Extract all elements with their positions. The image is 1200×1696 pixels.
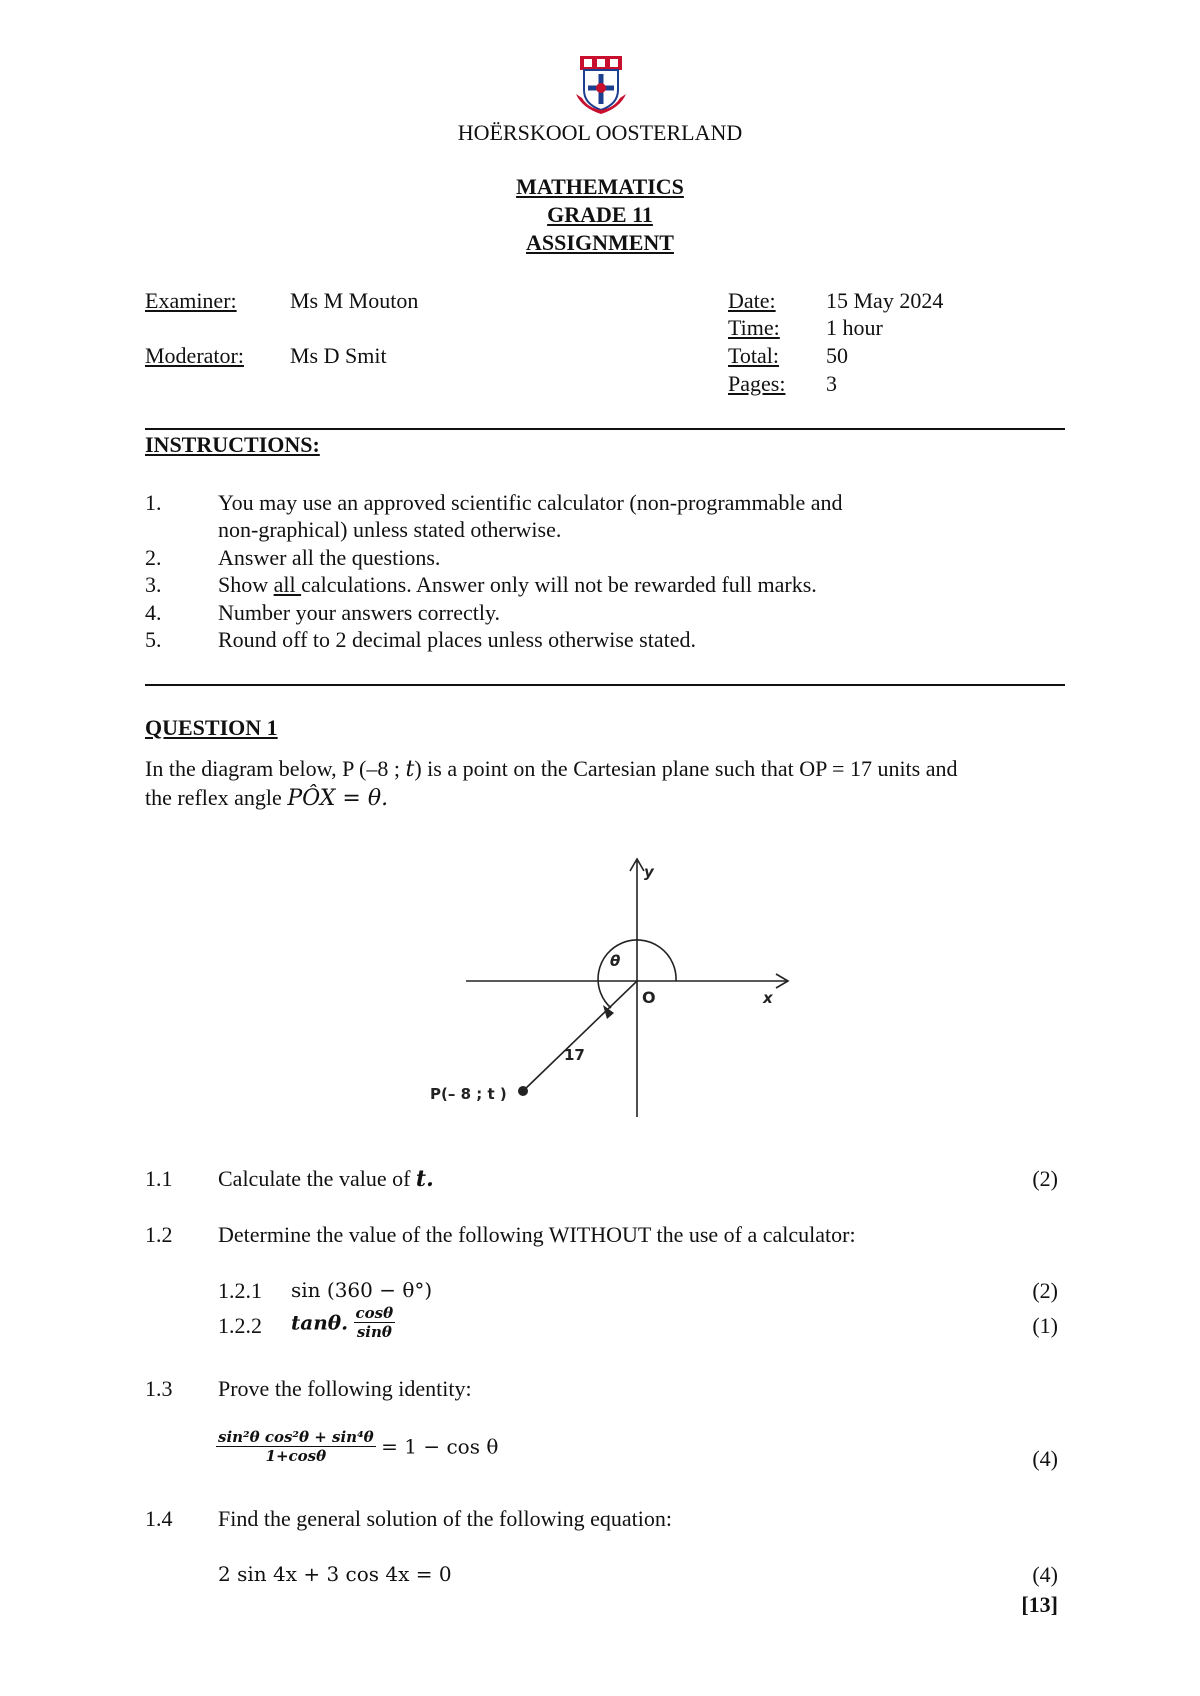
- q1-3-identity: [216, 1428, 498, 1465]
- assignment-heading: [0, 230, 1200, 256]
- intro-line2-text: the reflex angle: [145, 785, 288, 810]
- q1-1-number: 1.1: [145, 1166, 173, 1191]
- grade-title: GRADE 11: [547, 202, 653, 227]
- q1-3-number: 1.3: [145, 1376, 173, 1401]
- divider-top: [145, 428, 1065, 430]
- x-axis-label: x: [763, 989, 773, 1007]
- q1-2-2-fraction: [354, 1304, 396, 1341]
- terminal-arm: [523, 981, 637, 1091]
- date-value: 15 May 2024: [826, 288, 944, 313]
- point-p-label: P(– 8 ; t ): [430, 1085, 507, 1103]
- q1-4-text: Find the general solution of the following equation:: [218, 1506, 672, 1531]
- q1-2-2-marks: (1): [1032, 1313, 1058, 1338]
- q1-2-1-expr: sin (360 − θ°): [291, 1278, 433, 1302]
- y-axis-label: y: [644, 863, 654, 881]
- question-1-title: QUESTION 1: [145, 715, 278, 740]
- subject-heading: [0, 174, 1200, 200]
- q1-2-1-marks: (2): [1032, 1278, 1058, 1303]
- length-label: 17: [564, 1046, 585, 1064]
- instructions-title: INSTRUCTIONS:: [145, 432, 320, 457]
- instruction-3-underlined: all: [273, 572, 302, 597]
- intro-part-a: In the diagram below, P (–8 ;: [145, 756, 406, 781]
- q1-2-2-numerator: cosθ: [355, 1304, 394, 1322]
- intro-t: t: [405, 757, 415, 782]
- time-value: 1 hour: [826, 315, 883, 340]
- pages-label: Pages:: [728, 371, 786, 396]
- grade-heading: [0, 202, 1200, 228]
- divider-bottom: [145, 684, 1065, 686]
- q1-1-text: [218, 1166, 434, 1192]
- instruction-3-num: 3.: [145, 572, 162, 597]
- instruction-1-line1: You may use an approved scientific calculator (non-programmable and: [218, 490, 843, 515]
- q1-3-marks: (4): [1032, 1446, 1058, 1471]
- point-p-dot: [518, 1086, 528, 1096]
- subject-title: MATHEMATICS: [516, 174, 684, 199]
- q1-2-1-number: 1.2.1: [218, 1278, 262, 1303]
- instruction-5-num: 5.: [145, 627, 162, 652]
- instruction-2-num: 2.: [145, 545, 162, 570]
- moderator-label: Moderator:: [145, 343, 244, 368]
- instruction-3-pre: Show: [218, 572, 274, 597]
- instruction-4-text: Number your answers correctly.: [218, 600, 501, 625]
- cartesian-diagram: [430, 855, 800, 1125]
- moderator-value: Ms D Smit: [290, 343, 387, 368]
- school-name: HOËRSKOOL OOSTERLAND: [457, 120, 743, 145]
- q1-3-text: Prove the following identity:: [218, 1376, 472, 1401]
- date-label: Date:: [728, 288, 776, 313]
- q1-2-text: Determine the value of the following WITHOUT the use of a calculator:: [218, 1222, 856, 1247]
- question-1-intro-line2: [145, 785, 388, 811]
- q1-1-body: Calculate the value of: [218, 1166, 416, 1191]
- instruction-1-num: 1.: [145, 490, 162, 515]
- q1-4-expr: 2 sin 4x + 3 cos 4x = 0: [218, 1562, 452, 1586]
- instruction-5-text: Round off to 2 decimal places unless otherwise stated.: [218, 627, 696, 652]
- time-label: Time:: [728, 315, 780, 340]
- examiner-value: Ms M Mouton: [290, 288, 419, 313]
- q1-2-2-tan: tanθ.: [291, 1310, 349, 1335]
- pages-value: 3: [826, 371, 837, 396]
- school-crest-logo: [574, 54, 628, 118]
- intro-part-b: ) is a point on the Cartesian plane such that OP = 17 units and: [414, 756, 958, 781]
- examiner-label: Examiner:: [145, 288, 237, 313]
- question-1-intro-line1: [145, 756, 958, 782]
- total-label: Total:: [728, 343, 780, 368]
- q1-2-2-expr: [291, 1304, 395, 1341]
- q1-3-rhs: = 1 − cos θ: [381, 1434, 499, 1459]
- q1-2-2-number: 1.2.2: [218, 1313, 262, 1338]
- q1-1-math: t.: [415, 1166, 434, 1192]
- q1-4-number: 1.4: [145, 1506, 173, 1531]
- intro-angle-math: PÔX = θ.: [287, 786, 389, 811]
- total-value: 50: [826, 343, 848, 368]
- question-1-total: [13]: [1021, 1592, 1058, 1617]
- q1-1-marks: (2): [1032, 1166, 1058, 1191]
- q1-2-2-denominator: sinθ: [356, 1323, 392, 1341]
- q1-3-fraction: [216, 1428, 376, 1465]
- q1-3-denominator: 1+cosθ: [265, 1447, 327, 1465]
- instruction-3-post: calculations. Answer only will not be rewarded full marks.: [301, 572, 817, 597]
- origin-label: O: [642, 988, 656, 1007]
- instruction-4-num: 4.: [145, 600, 162, 625]
- instruction-2-text: Answer all the questions.: [218, 545, 441, 570]
- instruction-3-text: [218, 572, 817, 598]
- theta-label: θ: [610, 952, 621, 970]
- instruction-1-line2: non-graphical) unless stated otherwise.: [218, 517, 562, 542]
- q1-3-numerator: sin²θ cos²θ + sin⁴θ: [218, 1428, 374, 1446]
- q1-4-marks: (4): [1032, 1562, 1058, 1587]
- q1-2-number: 1.2: [145, 1222, 173, 1247]
- assignment-title: ASSIGNMENT: [526, 230, 674, 255]
